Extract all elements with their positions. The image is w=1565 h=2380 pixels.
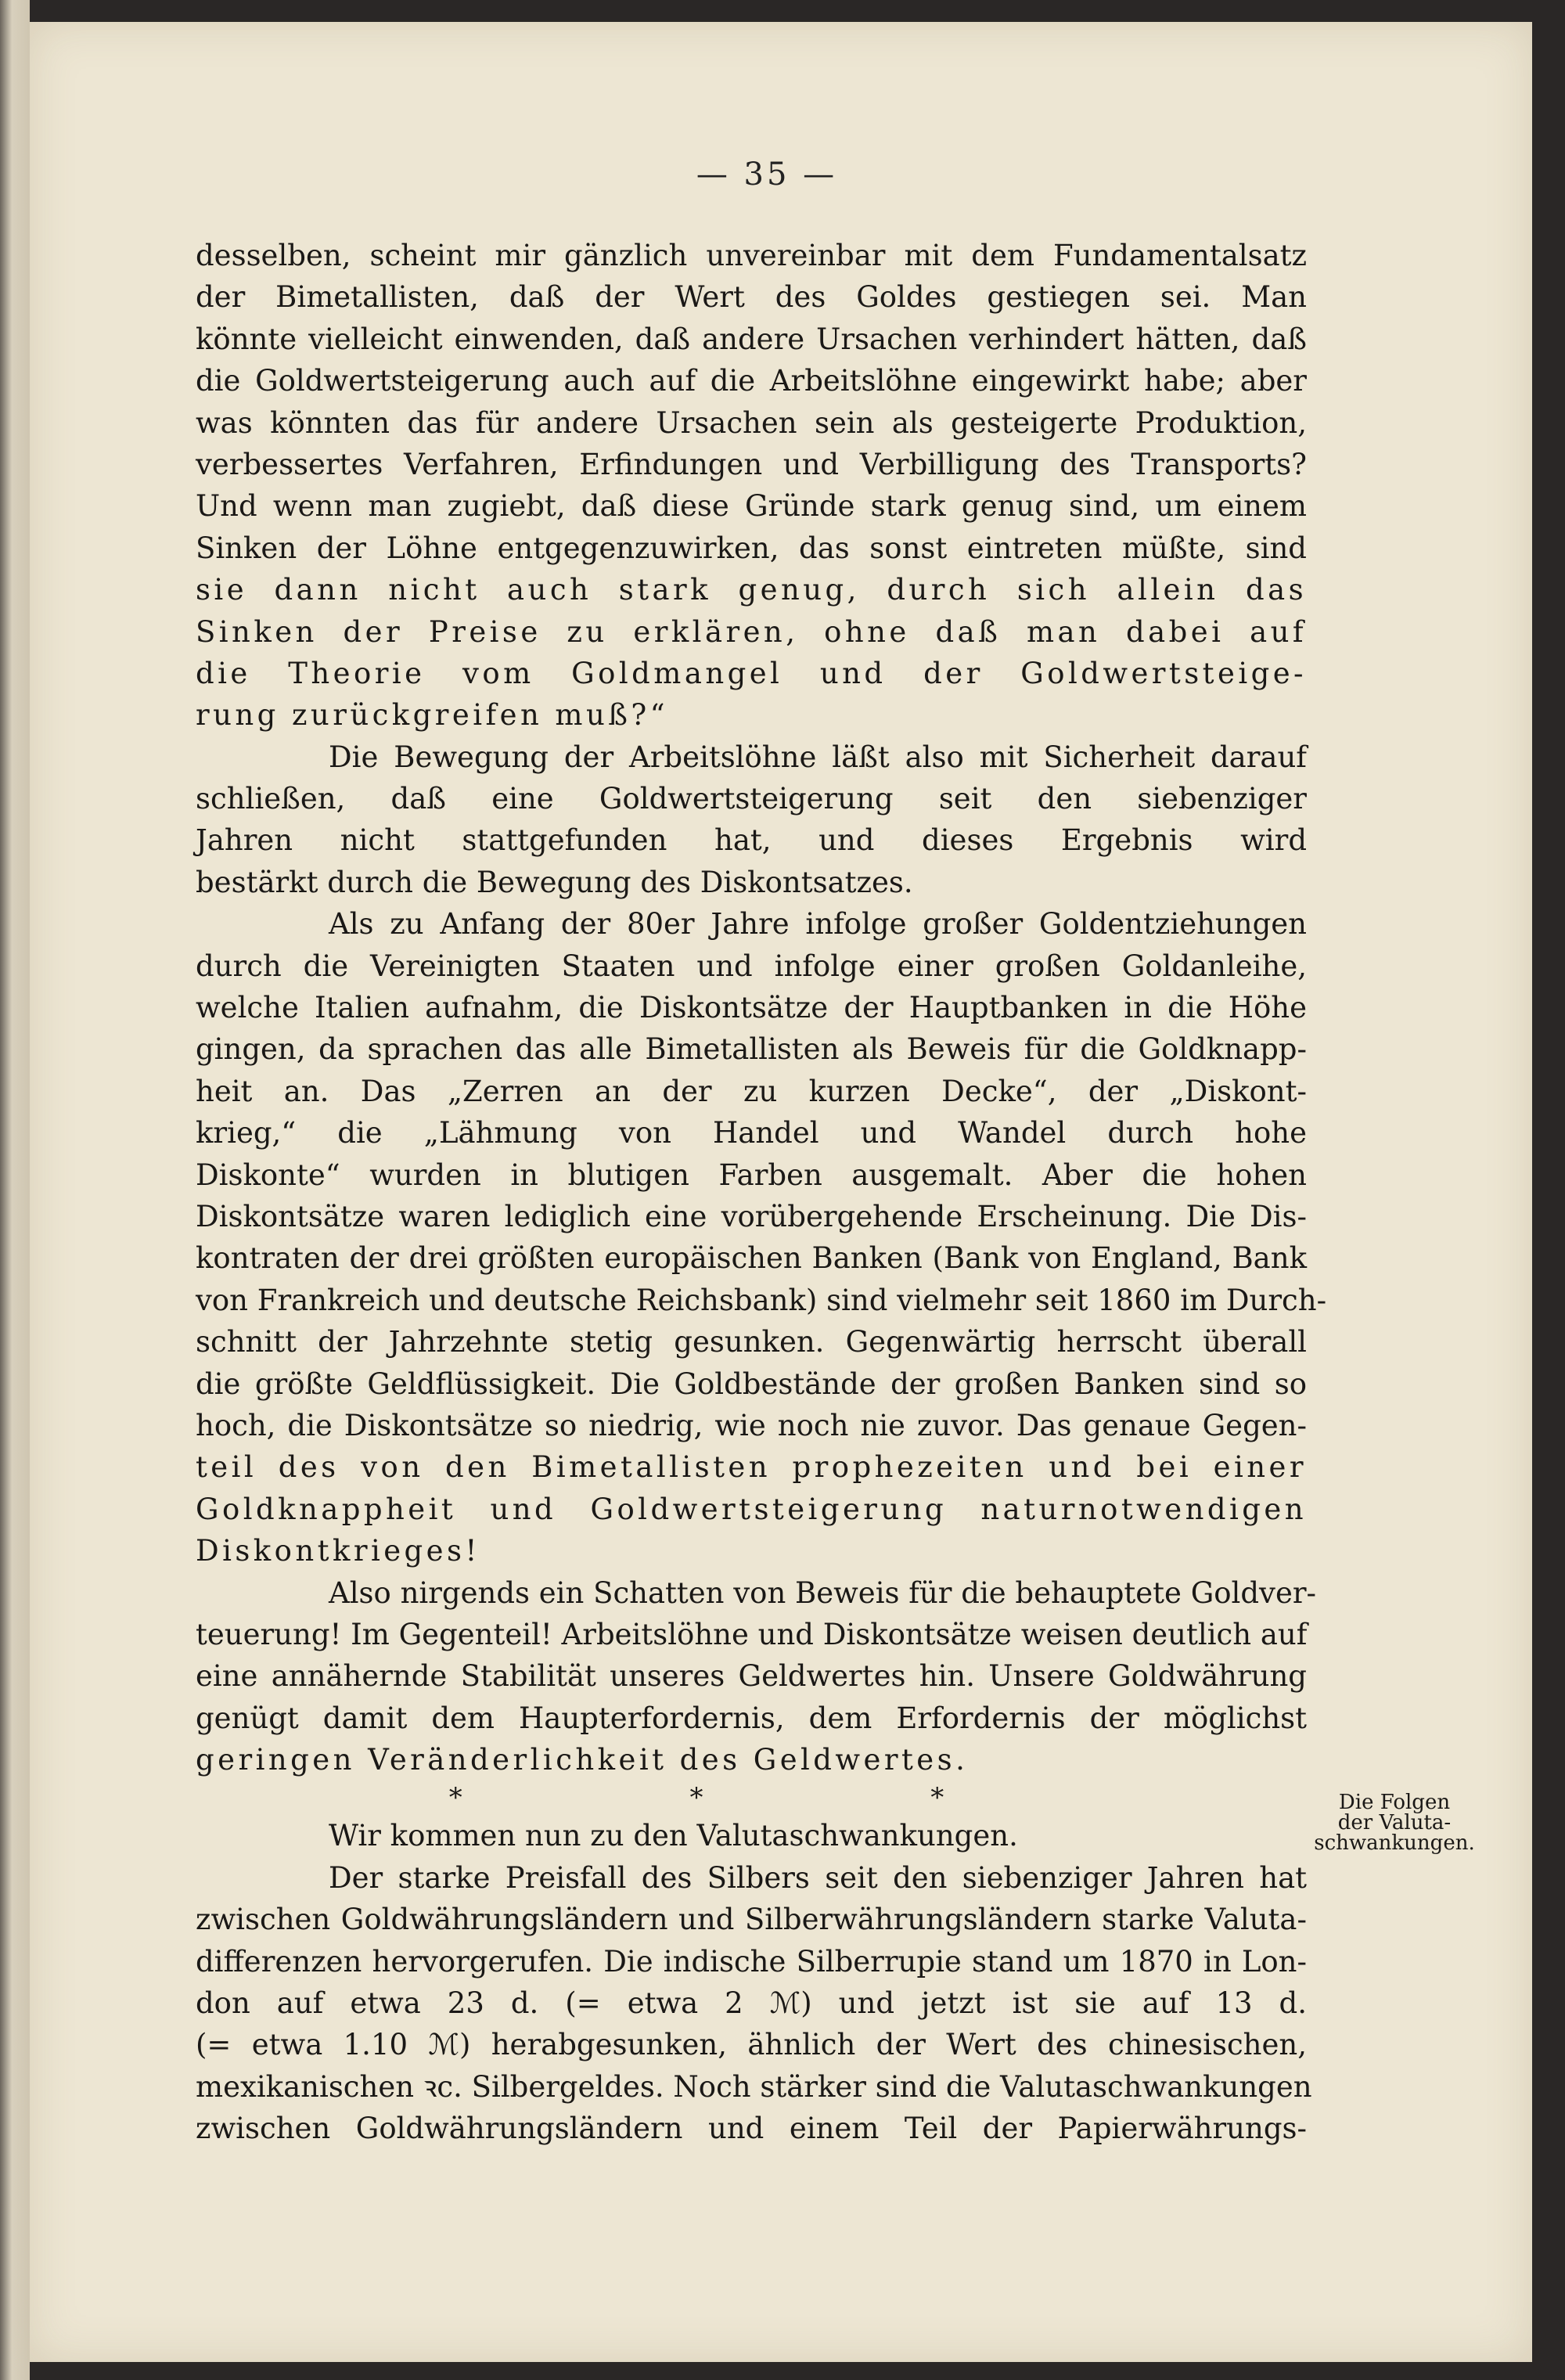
text-line: eine annähernde Stabilität unseres Geldwertes hin. Unsere Goldwährung [196,1659,1307,1694]
text-line: geringen Veränderlichkeit des Geldwertes. [196,1743,969,1777]
text-line: Die Bewegung der Arbeitslöhne läßt also mit Sicherheit darauf [329,740,1307,774]
text-line: könnte vielleicht einwenden, daß andere Ursachen verhindert hätten, daß [196,322,1307,356]
text-line: schnitt der Jahrzehnte stetig gesunken. Gegenwärtig herrscht überall [196,1325,1307,1359]
text-line: die Theorie vom Goldmangel und der Goldwertsteige- [196,656,1307,690]
text-line: durch die Vereinigten Staaten und infolge einer großen Goldanleihe, [196,949,1307,983]
text-line: Sinken der Preise zu erklären, ohne daß man dabei auf [196,614,1307,649]
paragraph [196,1815,1307,1856]
paragraph [196,235,1307,736]
text-line: welche Italien aufnahm, die Diskontsätze der Hauptbanken in die Höhe [196,991,1307,1025]
text-line: rung zurückgreifen muß?“ [196,698,669,733]
margin-note-line: Die Folgen [1338,1791,1451,1814]
text-line: sie dann nicht auch stark genug, durch sich allein das [196,573,1307,607]
body-text [196,235,1327,2150]
text-line: bestärkt durch die Bewegung des Diskontsatzes. [196,865,913,899]
text-line: teuerung! Im Gegenteil! Arbeitslöhne und Diskontsätze weisen deutlich auf [196,1617,1308,1651]
text-line: Als zu Anfang der 80er Jahre infolge großer Goldentziehungen [329,907,1307,942]
text-line: krieg,“ die „Lähmung von Handel und Wandel durch hohe [196,1116,1307,1150]
paragraph [196,1857,1312,2150]
margin-note-line: der Valuta- [1337,1811,1452,1835]
text-line: differenzen hervorgerufen. Die indische Silberrupie stand um 1870 in Lon- [196,1944,1307,1979]
text-line: Wir kommen nun zu den Valutaschwankungen. [329,1819,1018,1853]
text-line: der Bimetallisten, daß der Wert des Goldes gestiegen sei. Man [196,280,1307,315]
text-line: zwischen Goldwährungsländern und einem Teil der Papierwährungs- [196,2112,1307,2146]
text-line: (= etwa 1.10 ℳ) herabgesunken, ähnlich der Wert des chinesischen, [196,2028,1307,2062]
text-line: Jahren nicht stattgefunden hat, und dieses Ergebnis wird [196,823,1307,858]
text-line: Und wenn man zugiebt, daß diese Gründe stark genug sind, um einem [196,489,1307,524]
text-line: hoch, die Diskontsätze so niedrig, wie noch nie zuvor. Das genaue Gegen- [196,1408,1307,1442]
text-line: von Frankreich und deutsche Reichsbank) sind vielmehr seit 1860 im Durch- [196,1283,1327,1317]
text-line: Sinken der Löhne entgegenzuwirken, das sonst eintreten müßte, sind [196,531,1307,565]
text-line: heit an. Das „Zerren an der zu kurzen Decke“, der „Diskont- [196,1074,1307,1108]
text-line: kontraten der drei größten europäischen Banken (Bank von England, Bank [196,1241,1307,1276]
text-line: mexikanischen ꝛc. Silbergeldes. Noch stärker sind die Valutaschwankungen [196,2069,1312,2104]
text-line: Goldknappheit und Goldwertsteigerung naturnotwendigen [196,1492,1307,1526]
text-line: zwischen Goldwährungsländern und Silberwährungsländern starke Valuta- [196,1903,1307,1937]
text-line: gingen, da sprachen das alle Bimetallisten als Beweis für die Goldknapp- [196,1032,1307,1067]
text-line: Also nirgends ein Schatten von Beweis für die behauptete Goldver- [329,1575,1317,1610]
paragraph [196,736,1307,904]
margin-note-line: schwankungen. [1314,1831,1475,1855]
text-line: Diskontsätze waren lediglich eine vorübergehende Erscheinung. Die Dis- [196,1199,1307,1233]
text-line: Diskontkrieges! [196,1534,480,1568]
text-line: verbessertes Verfahren, Erfindungen und Verbilligung des Transports? [196,447,1307,481]
page-number: — 35 — [696,157,838,193]
text-line: teil des von den Bimetallisten prophezeiten und bei einer [196,1450,1307,1485]
text-line: schließen, daß eine Goldwertsteigerung seit den siebenziger [196,782,1307,816]
previous-page-edge [0,0,30,2380]
text-line: Diskonte“ wurden in blutigen Farben ausgemalt. Aber die hohen [196,1158,1307,1192]
text-line: Der starke Preisfall des Silbers seit den siebenziger Jahren hat [329,1860,1307,1895]
margin-note [1293,1792,1496,1853]
text-line: was könnten das für andere Ursachen sein als gesteigerte Produktion, [196,405,1307,440]
text-line: die Goldwertsteigerung auch auf die Arbeitslöhne eingewirkt habe; aber [196,364,1307,398]
text-line: die größte Geldflüssigkeit. Die Goldbestände der großen Banken sind so [196,1366,1307,1401]
text-line: genügt damit dem Haupterfordernis, dem Erfordernis der möglichst [196,1701,1307,1735]
paragraph [196,903,1327,1572]
text-line: desselben, scheint mir gänzlich unvereinbar mit dem Fundamentalsatz [196,239,1307,272]
section-separator: * * * [448,1782,1054,1814]
paragraph [196,1572,1317,1781]
text-line: don auf etwa 23 d. (= etwa 2 ℳ) und jetzt ist sie auf 13 d. [196,1986,1307,2021]
